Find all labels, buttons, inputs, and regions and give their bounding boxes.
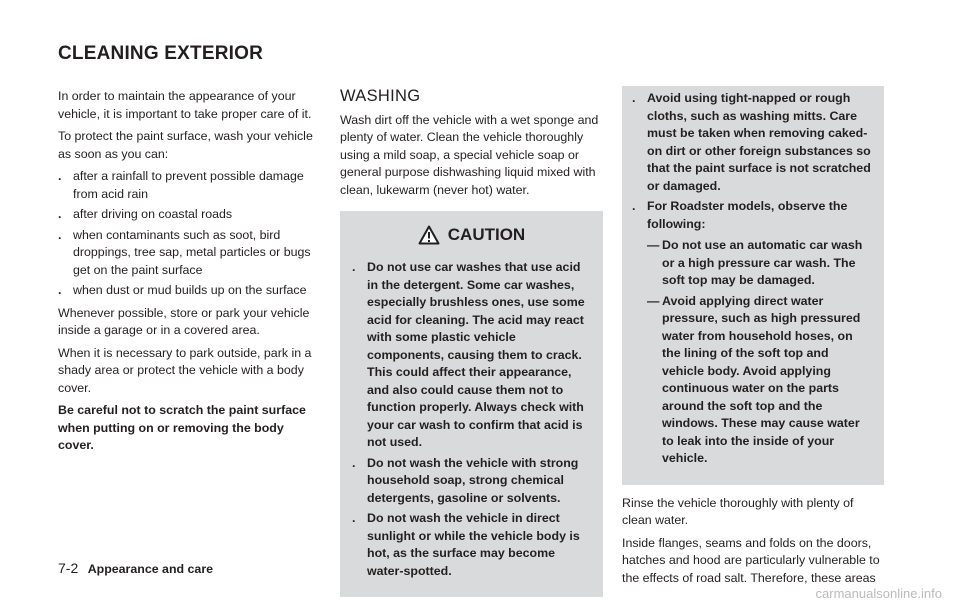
list-item: . Do not wash the vehicle with strong household soap, strong chemical detergents, gasoline or solvents. (352, 455, 579, 505)
wash-timing-paragraph: To protect the paint surface, wash your vehicle as soon as you can: (58, 129, 313, 161)
wash-timing-list (58, 168, 322, 300)
list-item: . when contaminants such as soot, bird droppings, tree sap, metal particles or bugs get on the paint surface (58, 227, 311, 277)
caution-box-continued (622, 86, 884, 485)
bullet-icon: . (632, 91, 636, 105)
caution-header (352, 225, 591, 245)
dash-icon: — (647, 293, 660, 308)
bullet-icon: . (352, 455, 356, 470)
sublist-item: — Do not use an automatic car wash or a high pressure car wash. The soft top may be damaged. (647, 238, 863, 287)
warning-icon (418, 225, 440, 245)
bullet-icon: . (58, 283, 62, 297)
column-2 (340, 88, 603, 597)
list-item: . Do not use car washes that use acid in the detergent. Some car washes, especially brushless ones, use some acid for cleaning. The acid may react with some plastic vehicle components, causing them to crack. This could affect their appearance, and also could cause them not to function properly. Always check with your car wash to confirm that acid is not used. (352, 260, 585, 449)
body-cover-warning: Be careful not to scratch the paint surface when putting on or removing the body cover. (58, 403, 306, 452)
section-title: CLEANING EXTERIOR (58, 43, 264, 64)
washing-paragraph: Wash dirt off the vehicle with a wet sponge and plenty of water. Clean the vehicle thoroughly using a mild soap, a special vehicle soap or general purpose dishwashing liquid mixed with clean, lukewarm (never hot) water. (340, 112, 599, 197)
road-salt-paragraph: Inside flanges, seams and folds on the doors, hatches and hood are particularly vulnerable to the effects of road salt. Therefore, these areas (622, 535, 880, 585)
watermark: carmanualsonline.info (815, 586, 942, 601)
bullet-icon: . (58, 227, 62, 242)
parking-paragraph: When it is necessary to park outside, park in a shady area or protect the vehicle with a body cover. (58, 345, 312, 395)
list-item: . Avoid using tight-napped or rough cloths, such as washing mitts. Care must be taken when removing caked-on dirt or other foreign substances so that the paint surface is not scratched or damaged. (632, 91, 871, 193)
storage-paragraph: Whenever possible, store or park your vehicle inside a garage or in a covered area. (58, 305, 310, 337)
list-item: . after a rainfall to prevent possible damage from acid rain (58, 169, 304, 201)
dash-icon: — (647, 238, 660, 252)
sublist-item: — Avoid applying direct water pressure, such as high pressured water from household hoses, on the lining of the soft top and vehicle body. Avoid applying continuous water on the parts around the soft top and the windows. These may cause water to leak into the inside of your vehicle. (647, 293, 861, 465)
page-footer (58, 560, 213, 576)
caution-list-continued (632, 90, 874, 468)
roadster-sublist (647, 237, 874, 468)
bullet-icon: . (632, 199, 636, 213)
list-item: . after driving on coastal roads (58, 206, 322, 224)
list-item: . Do not wash the vehicle in direct sunlight or while the vehicle body is hot, as the surface may become water-spotted. (352, 511, 580, 578)
column-1 (58, 88, 322, 460)
list-item: . when dust or mud builds up on the surface (58, 282, 322, 300)
caution-box (340, 211, 603, 597)
list-item: . For Roadster models, observe the following: — Do not use an automatic car wash or a high pressure car wash. The soft top may be damaged. — Avoid applying direct water pressure, such as high pressured water from household hoses, on the lining of the soft top and vehicle body. Avoid applying continuous water on the parts around the soft top and the windows. These may cause water to leak into the inside of your vehicle. (632, 198, 874, 468)
bullet-icon: . (58, 169, 62, 183)
caution-list (352, 259, 591, 580)
bullet-icon: . (58, 207, 62, 221)
column-3 (622, 88, 884, 592)
caution-title: CAUTION (447, 225, 526, 245)
intro-paragraph: In order to maintain the appearance of your vehicle, it is important to take proper care of it. (58, 89, 312, 121)
rinse-paragraph: Rinse the vehicle thoroughly with plenty of clean water. (622, 495, 854, 527)
bullet-icon: . (352, 511, 356, 525)
washing-heading: WASHING (340, 87, 421, 105)
footer-section-name: Appearance and care (87, 562, 214, 576)
page-number: 7-2 (58, 560, 79, 576)
bullet-icon: . (352, 260, 356, 274)
